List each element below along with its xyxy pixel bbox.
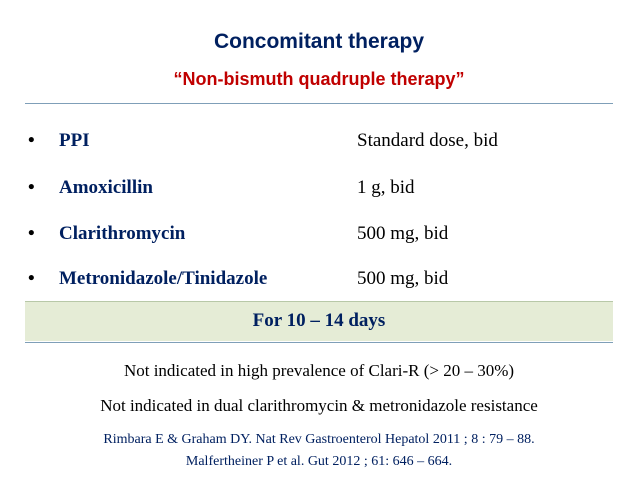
reference-citation: Rimbara E & Graham DY. Nat Rev Gastroenterol Hepatol 2011 ; 8 : 79 – 88.	[103, 432, 535, 447]
note-dual-resistance: Not indicated in dual clarithromycin & metronidazole resistance	[100, 396, 538, 415]
reference-citation: Malfertheiner P et al. Gut 2012 ; 61: 646 – 664.	[185, 454, 453, 469]
regimen-box	[25, 103, 613, 343]
drug-dose: Standard dose, bid	[357, 130, 498, 151]
duration-banner: For 10 – 14 days	[25, 301, 613, 341]
drug-dose: 500 mg, bid	[357, 223, 449, 244]
slide-subtitle: “Non-bismuth quadruple therapy”	[173, 69, 465, 89]
drug-dose: 500 mg, bid	[357, 268, 449, 289]
drug-name: Metronidazole/Tinidazole	[59, 268, 268, 289]
note-clari-resistance: Not indicated in high prevalence of Clari-R (> 20 – 30%)	[123, 361, 515, 380]
drug-name: Clarithromycin	[59, 223, 186, 244]
slide-title: Concomitant therapy	[213, 30, 425, 53]
bullet-icon: •	[28, 268, 35, 289]
drug-name: Amoxicillin	[59, 177, 153, 198]
bullet-icon: •	[28, 130, 35, 151]
bullet-icon: •	[28, 223, 35, 244]
drug-name: PPI	[59, 130, 90, 151]
drug-dose: 1 g, bid	[357, 177, 415, 198]
bullet-icon: •	[28, 177, 35, 198]
